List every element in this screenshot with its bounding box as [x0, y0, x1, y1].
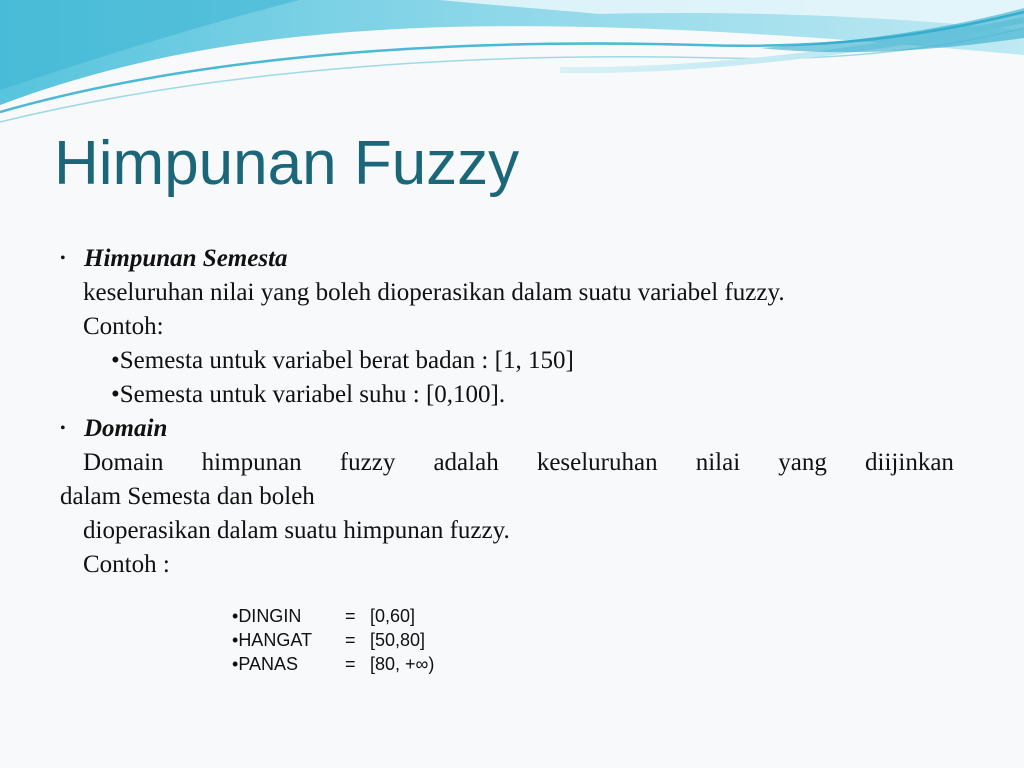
bullet-himpunan-semesta [60, 242, 954, 276]
definition-word: fuzzy [339, 449, 396, 476]
domain-table [232, 604, 434, 676]
table-row [232, 604, 434, 628]
sub-bullet-icon: • [111, 381, 120, 408]
bullet-domain [60, 412, 954, 446]
definition-domain-line1 [60, 446, 954, 480]
example-item [60, 344, 954, 378]
domain-range: [0,60] [370, 606, 416, 626]
example-text: Semesta untuk variabel suhu : [0,100]. [119, 381, 506, 408]
example-label: Contoh : [83, 551, 170, 578]
equals-sign: = [345, 630, 356, 650]
definition-word: diijinkan [865, 449, 954, 476]
sub-bullet-icon: • [232, 654, 239, 674]
definition-word: Domain [83, 449, 164, 476]
sub-bullet-icon: • [232, 606, 239, 626]
table-row [232, 628, 434, 652]
bullet-icon: • [60, 420, 66, 437]
term-himpunan-semesta: Himpunan Semesta [84, 245, 288, 272]
definition-word: yang [778, 449, 827, 476]
example-label: Contoh: [83, 313, 164, 340]
definition-word: adalah [433, 449, 499, 476]
slide-title: Himpunan Fuzzy [54, 129, 520, 198]
domain-name [232, 604, 345, 628]
definition-domain-line3: dioperasikan dalam suatu himpunan fuzzy. [83, 517, 510, 544]
domain-name [232, 652, 345, 676]
domain-range: [50,80] [370, 630, 426, 650]
bullet-icon: • [60, 250, 66, 267]
definition-domain-line2: dalam Semesta dan boleh [60, 483, 315, 510]
equals-sign: = [345, 606, 356, 626]
definition-word: keseluruhan [536, 449, 658, 476]
definition-word: himpunan [201, 449, 302, 476]
table-row [232, 652, 434, 676]
domain-name-text: PANAS [238, 654, 298, 674]
example-item [60, 378, 954, 412]
definition-himpunan-semesta: keseluruhan nilai yang boleh dioperasikan dalam suatu variabel fuzzy. [83, 279, 785, 306]
domain-name [232, 628, 345, 652]
definition-word: nilai [695, 449, 741, 476]
domain-name-text: DINGIN [238, 606, 302, 626]
slide-body [60, 242, 954, 582]
example-text: Semesta untuk variabel berat badan : [1, 150] [119, 347, 574, 374]
domain-range: [80, +∞) [370, 654, 435, 674]
term-domain: Domain [84, 415, 168, 442]
domain-name-text: HANGAT [238, 630, 312, 650]
sub-bullet-icon: • [232, 630, 239, 650]
sub-bullet-icon: • [111, 347, 120, 374]
equals-sign: = [345, 654, 356, 674]
header-wave-decoration [0, 0, 1024, 130]
